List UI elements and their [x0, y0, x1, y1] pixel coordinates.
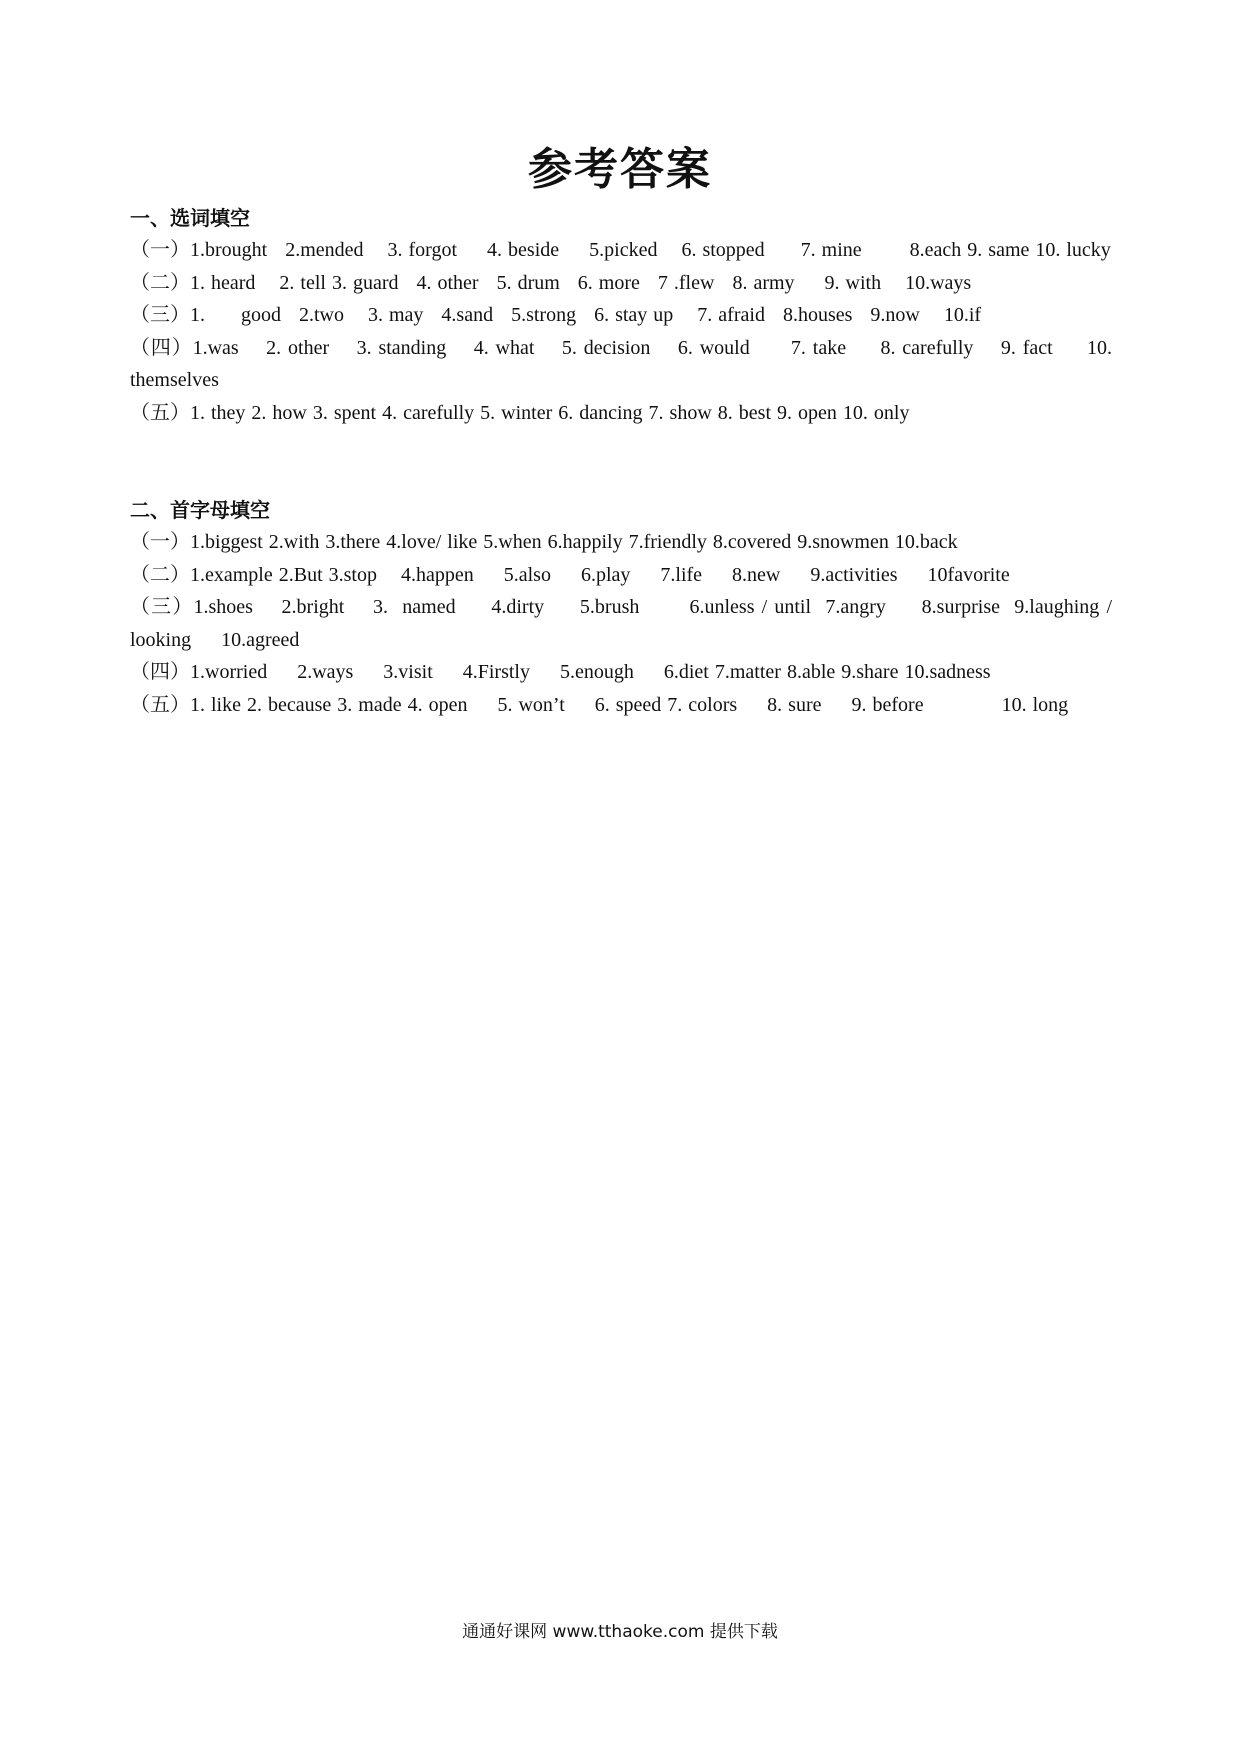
section-heading: 二、首字母填空 — [130, 498, 270, 522]
answer-line: （三）1.shoes 2.bright 3. named 4.dirty 5.brush 6.unless / until 7.angry 8.surprise 9.laughing / looking 10.agreed — [130, 596, 1118, 651]
answer-line: （三）1. good 2.two 3. may 4.sand 5.strong 6. stay up 7. afraid 8.houses 9.now 10.if — [130, 304, 982, 326]
answer-line: （四）1.worried 2.ways 3.visit 4.Firstly 5.enough 6.diet 7.matter 8.able 9.share 10.sadness — [130, 661, 991, 683]
page-title: 参考答案 — [528, 144, 712, 195]
answer-line: （五）1. they 2. how 3. spent 4. carefully 5. winter 6. dancing 7. show 8. best 9. open 10. only — [130, 401, 910, 424]
answer-line: （二）1.example 2.But 3.stop 4.happen 5.also 6.play 7.life 8.new 9.activities 10favorite — [130, 563, 1010, 586]
section-heading: 一、选词填空 — [130, 206, 250, 230]
answer-line: （二）1. heard 2. tell 3. guard 4. other 5. drum 6. more 7 .flew 8. army 9. with 10.ways — [130, 271, 972, 294]
section-initial-letter — [130, 494, 1118, 721]
section-word-choice — [130, 202, 1118, 429]
answer-line: （一）1.brought 2.mended 3. forgot 4. beside 5.picked 6. stopped 7. mine 8.each 9. same 10. lucky — [130, 239, 1111, 261]
page-footer: 通通好课网 www.tthaoke.com 提供下载 — [462, 1622, 778, 1642]
answer-line: （五）1. like 2. because 3. made 4. open 5. won’t 6. speed 7. colors 8. sure 9. before 10. long — [130, 693, 1069, 716]
answer-line: （一）1.biggest 2.with 3.there 4.love/ like 5.when 6.happily 7.friendly 8.covered 9.snowmen 10.back — [130, 531, 958, 553]
answer-line: （四）1.was 2. other 3. standing 4. what 5. decision 6. would 7. take 8. carefully 9. fact 10. themselves — [130, 336, 1118, 391]
